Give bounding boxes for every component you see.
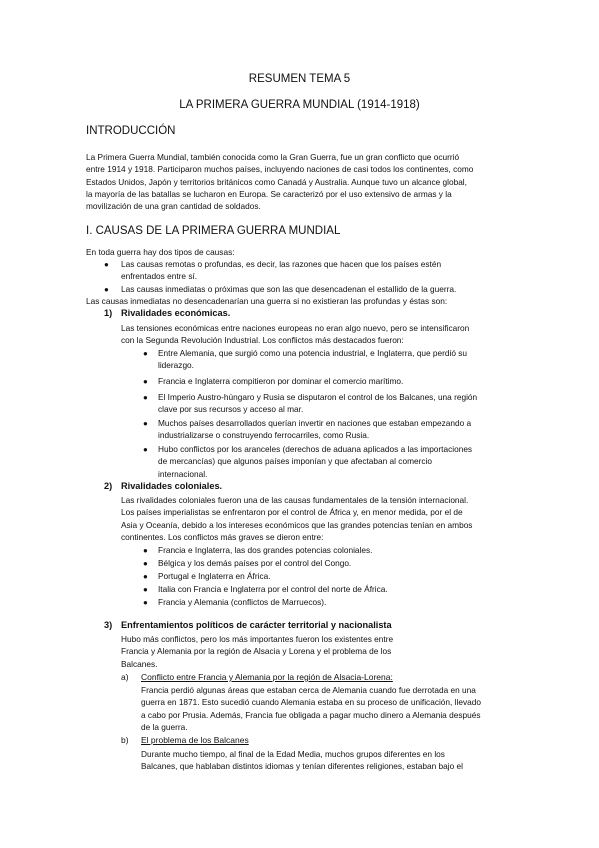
list-item: Francia e Inglaterra compitieron por dominar el comercio marítimo.	[158, 376, 404, 386]
bullet-icon: ●	[143, 559, 148, 568]
section-title: Rivalidades económicas.	[121, 308, 231, 318]
list-item: El Imperio Austro-húngaro y Rusia se disputaron el control de los Balcanes, una región clave por sus recursos y acceso al mar.	[158, 392, 478, 415]
causes-after: Las causas inmediatas no desencadenarían una guerra si no existieran las profundas y éstas son:	[86, 296, 448, 306]
list-item: Portugal e Inglaterra en África.	[158, 571, 271, 581]
intro-heading: INTRODUCCIÓN	[86, 125, 176, 137]
bullet-icon: ●	[104, 260, 109, 269]
subsection-letter: a)	[121, 672, 129, 682]
subsection-paragraph: Durante mucho tiempo, al final de la Edad Media, muchos grupos diferentes en los Balcanes, que hablaban distintos idiomas y tenían diferentes religiones, estaban bajo el	[141, 749, 463, 772]
bullet-icon: ●	[143, 546, 148, 555]
list-item: Bélgica y los demás países por el control del Congo.	[158, 558, 352, 568]
list-item: Muchos países desarrollados querían invertir en naciones que estaban empezando a industrializarse o construyendo ferrocarriles, como Rusia.	[158, 418, 472, 441]
bullet-icon: ●	[143, 393, 148, 402]
bullet-icon: ●	[143, 419, 148, 428]
bullet-icon: ●	[143, 572, 148, 581]
section-number: 2)	[104, 481, 113, 491]
list-item: Italia con Francia e Inglaterra por el control del norte de África.	[158, 584, 388, 594]
document-title: RESUMEN TEMA 5	[248, 73, 351, 85]
bullet-icon: ●	[143, 585, 148, 594]
list-item: Hubo conflictos por los aranceles (derechos de aduana aplicados a las importaciones de mercancías) que algunos países imponían y que afectaban al comercio internacional.	[158, 444, 473, 479]
bullet-icon: ●	[143, 445, 148, 454]
intro-paragraph: La Primera Guerra Mundial, también conocida como la Gran Guerra, fue un gran conflicto que ocurrió entre 1914 y 1918. Participaron muchos países, incluyendo naciones de casi todos los continentes, como Estados Unidos, Japón y territorios británicos como Canadá y Australia. Aunque tuvo un alcance global, la mayoría de las batallas se lucharon en Europa. Se caracterizó por el uso extensivo de armas y la movilización de una gran cantidad de soldados.	[86, 152, 474, 212]
causes-intro: En toda guerra hay dos tipos de causas:	[86, 247, 235, 257]
cause-immediate: Las causas inmediatas o próximas que son las que desencadenan el estallido de la guerra.	[121, 284, 457, 294]
subsection-letter: b)	[121, 735, 129, 745]
subsection-title: El problema de los Balcanes	[141, 735, 249, 745]
bullet-icon: ●	[143, 598, 148, 607]
list-item: Entre Alemania, que surgió como una potencia industrial, e Inglaterra, que perdió su liderazgo.	[158, 348, 468, 371]
bullet-icon: ●	[104, 285, 109, 294]
subsection-title: Conflicto entre Francia y Alemania por la región de Alsacia-Lorena:	[141, 672, 393, 682]
section-number: 1)	[104, 308, 113, 318]
causes-heading: I. CAUSAS DE LA PRIMERA GUERRA MUNDIAL	[86, 225, 341, 237]
cause-remote: Las causas remotas o profundas, es decir, las razones que hacen que los países estén enfrentados entre sí.	[121, 259, 442, 282]
section-title: Rivalidades coloniales.	[121, 481, 223, 491]
subsection-paragraph: Francia perdió algunas áreas que estaban cerca de Alemania cuando fue derrotada en una guerra en 1871. Esto sucedió cuando Alemania estaba en su proceso de unificación, llevado a cabo por Prusia. Además, Francia fue obligada a pagar mucho dinero a Alemania después de la guerra.	[141, 685, 481, 732]
bullet-icon: ●	[143, 377, 148, 386]
section-number: 3)	[104, 620, 113, 630]
bullet-icon: ●	[143, 349, 148, 358]
section-paragraph: Las tensiones económicas entre naciones europeas no eran algo nuevo, pero se intensificaron con la Segunda Revolución Industrial. Los conflictos más destacados fueron:	[121, 323, 470, 346]
document-subtitle: LA PRIMERA GUERRA MUNDIAL (1914-1918)	[179, 99, 420, 111]
section-paragraph: Hubo más conflictos, pero los más importantes fueron los existentes entre Francia y Alemania por la región de Alsacia y Lorena y el problema de los Balcanes.	[121, 634, 394, 669]
list-item: Francia e Inglaterra, las dos grandes potencias coloniales.	[158, 545, 373, 555]
section-paragraph: Las rivalidades coloniales fueron una de las causas fundamentales de la tensión internacional. Los países imperialistas se enfrentaron por el control de África y, en menor medida, por el de Asia y Oceanía, debido a los intereses económicos que las grandes potencias tenían en ambos continentes. Los conflictos más graves se dieron entre:	[121, 495, 473, 542]
list-item: Francia y Alemania (conflictos de Marruecos).	[158, 597, 327, 607]
section-title: Enfrentamientos políticos de carácter territorial y nacionalista	[121, 620, 392, 630]
